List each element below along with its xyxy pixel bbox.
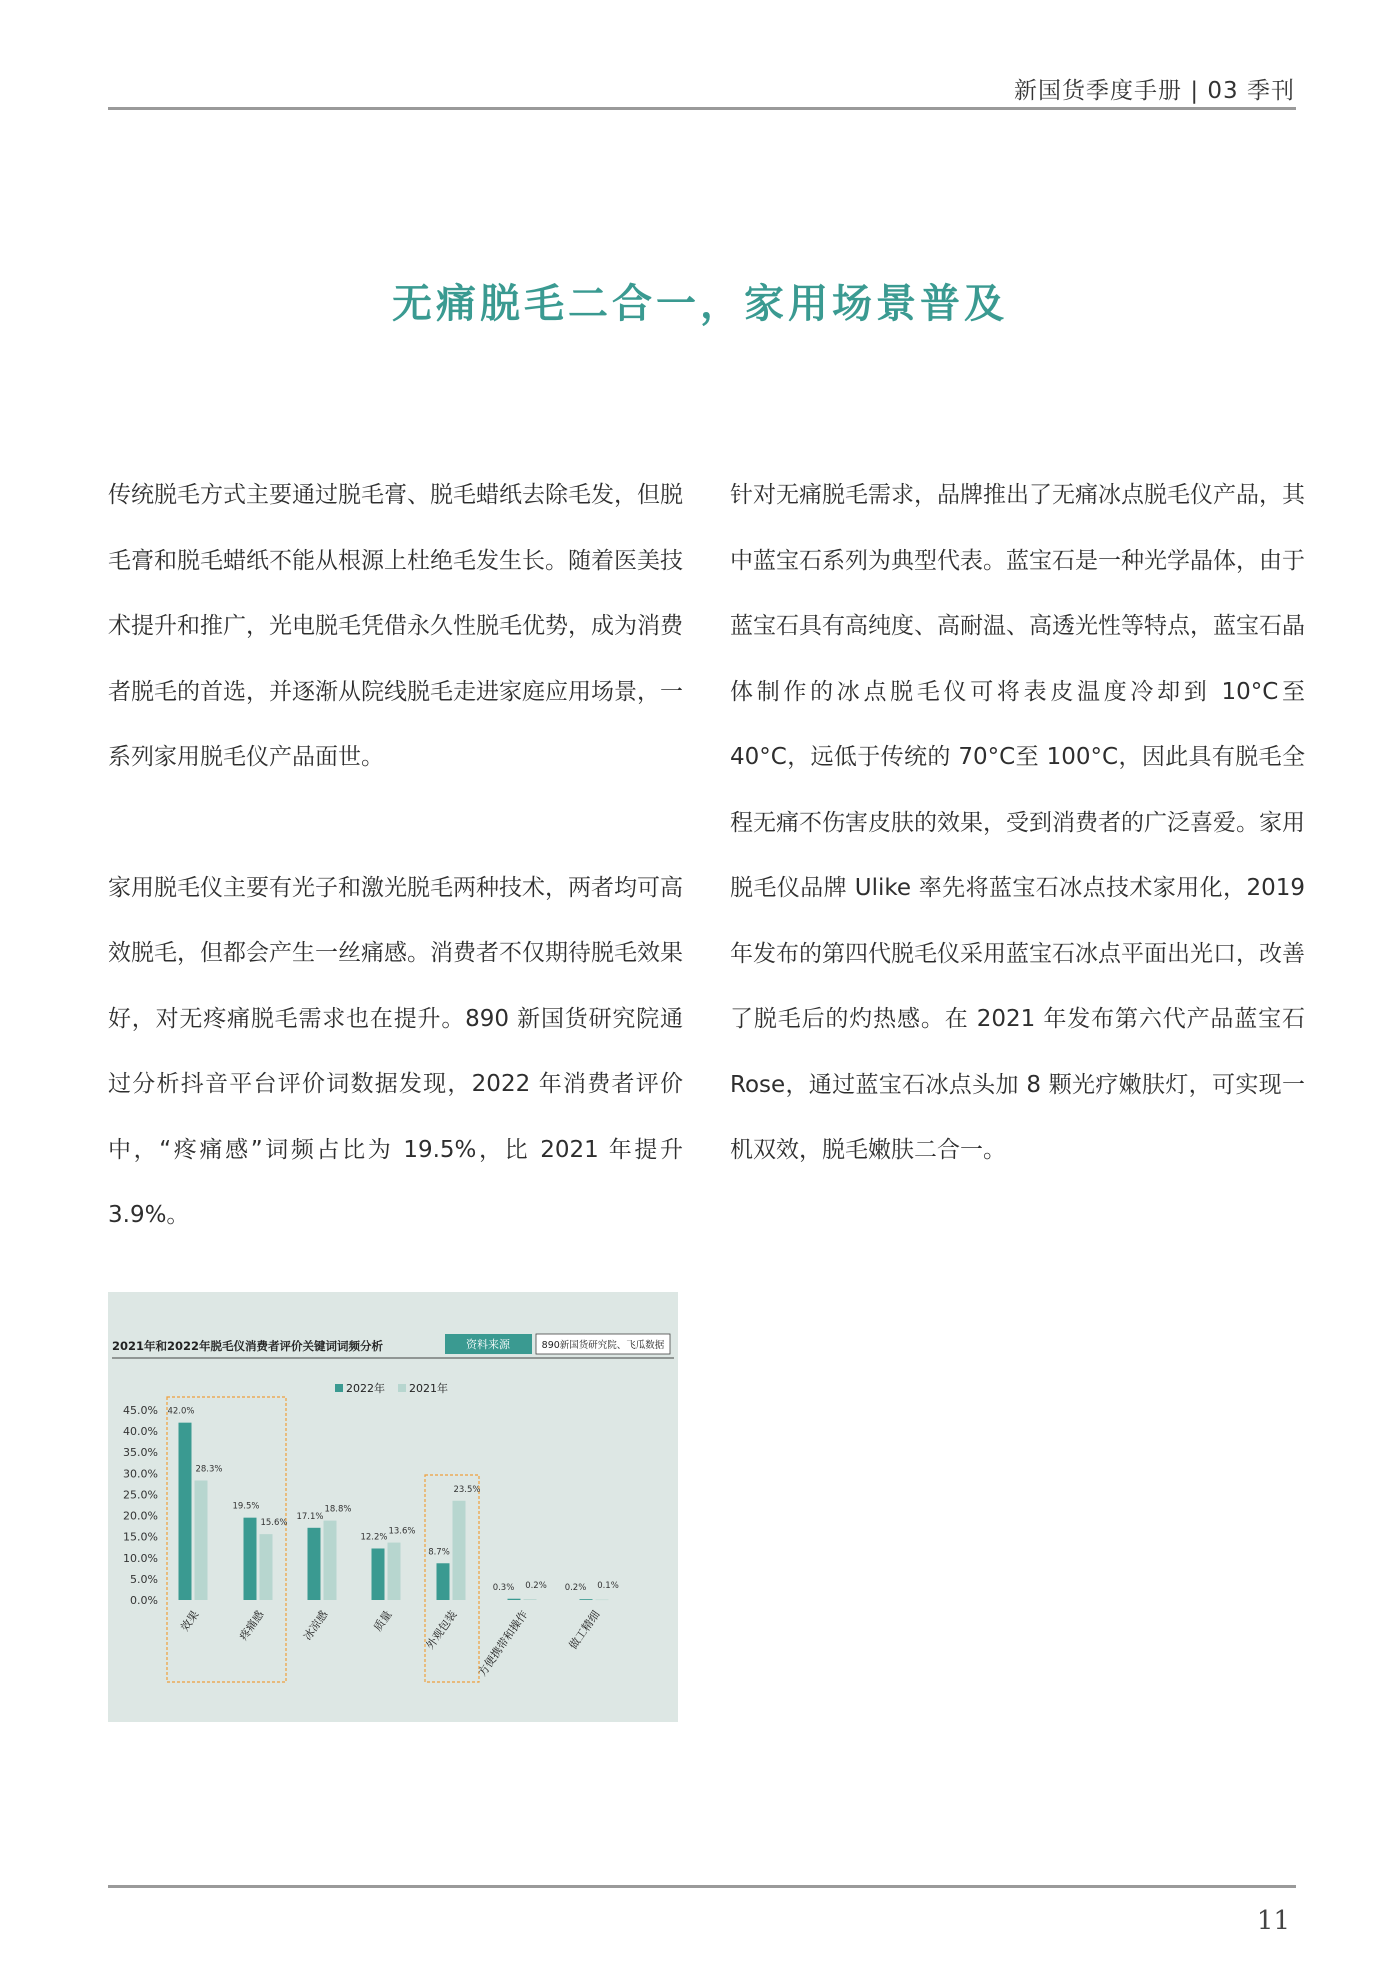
bar-2022 <box>179 1423 192 1600</box>
bar-2021 <box>596 1600 609 1601</box>
bar-2022 <box>508 1599 521 1600</box>
y-tick-label: 20.0% <box>123 1509 158 1523</box>
value-label-2021: 28.3% <box>195 1464 223 1475</box>
category-label: 方便携带和操作 <box>475 1608 531 1679</box>
footer-rule <box>108 1885 1296 1888</box>
value-label-2021: 0.1% <box>597 1581 619 1591</box>
right-paragraph-1: 针对无痛脱毛需求，品牌推出了无痛冰点脱毛仪产品，其中蓝宝石系列为典型代表。蓝宝石是一种光学晶体，由于蓝宝石具有高纯度、高耐温、高透光性等特点，蓝宝石晶体制作的冰点脱毛仪可将表皮温度冷却到 10°C至 40°C，远低于传统的 70°C至 100°C，因此具有脱毛全程无痛不伤害皮肤的效果，受到消费者的广泛喜爱。家用脱毛仪品牌 Ulike 率先将蓝宝石冰点技术家用化，2019 年发布的第四代脱毛仪采用蓝宝石冰点平面出光口，改善了脱毛后的灼热感。在 2021 年发布第六代产品蓝宝石 Rose，通过蓝宝石冰点头加 8 颗光疗嫩肤灯，可实现一机双效，脱毛嫩肤二合一。 <box>730 482 1305 1163</box>
right-column <box>730 463 1305 1184</box>
value-label-2022: 0.2% <box>564 1583 587 1593</box>
header-rule <box>108 107 1296 110</box>
legend-label-2022: 2022年 <box>346 1382 385 1395</box>
value-label-2022: 8.7% <box>428 1547 450 1558</box>
page-number: 11 <box>1256 1906 1290 1936</box>
value-label-2022: 42.0% <box>167 1406 195 1417</box>
bar-2021 <box>260 1534 273 1600</box>
y-tick-label: 5.0% <box>130 1572 158 1586</box>
bar-2022 <box>372 1548 385 1600</box>
chart-box <box>108 1292 678 1722</box>
y-tick-label: 15.0% <box>123 1530 158 1544</box>
value-label-2022: 12.2% <box>360 1532 388 1543</box>
y-tick-label: 10.0% <box>123 1551 158 1565</box>
value-label-2022: 17.1% <box>296 1511 324 1522</box>
left-paragraph-2: 家用脱毛仪主要有光子和激光脱毛两种技术，两者均可高效脱毛，但都会产生一丝痛感。消费者不仅期待脱毛效果好，对无疼痛脱毛需求也在提升。890 新国货研究院通过分析抖音平台评价词数据发现，2022 年消费者评价中，“疼痛感”词频占比为 19.5%，比 2021 年提升 3.9%。 <box>108 874 683 1228</box>
bar-2021 <box>195 1481 208 1600</box>
category-label: 外观包装 <box>423 1608 460 1652</box>
left-column <box>108 463 683 1249</box>
value-label-2021: 13.6% <box>388 1526 416 1537</box>
keyword-frequency-chart <box>108 1292 678 1722</box>
bar-2022 <box>580 1599 593 1600</box>
category-label: 效果 <box>178 1608 202 1634</box>
header-title: 新国货季度手册 | 03 季刊 <box>1014 78 1295 104</box>
source-text: 890新国货研究院、飞瓜数据 <box>541 1340 665 1351</box>
y-tick-label: 0.0% <box>130 1594 158 1607</box>
main-title: 无痛脱毛二合一，家用场景普及 <box>392 281 1008 327</box>
y-tick-label: 40.0% <box>123 1425 158 1439</box>
value-label-2022: 19.5% <box>232 1501 260 1512</box>
value-label-2021: 15.6% <box>260 1518 288 1529</box>
category-label: 冰凉感 <box>300 1608 331 1643</box>
left-paragraph-1: 传统脱毛方式主要通过脱毛膏、脱毛蜡纸去除毛发，但脱毛膏和脱毛蜡纸不能从根源上杜绝毛发生长。随着医美技术提升和推广，光电脱毛凭借永久性脱毛优势，成为消费者脱毛的首选，并逐渐从院线脱毛走进家庭应用场景，一系列家用脱毛仪产品面世。 <box>108 482 683 770</box>
bar-2021 <box>388 1543 401 1600</box>
legend-label-2021: 2021年 <box>409 1382 448 1395</box>
y-tick-label: 35.0% <box>123 1446 158 1460</box>
chart-title: 2021年和2022年脱毛仪消费者评价关键词词频分析 <box>112 1339 384 1353</box>
legend-swatch-2021 <box>398 1384 406 1392</box>
category-label: 疼痛感 <box>236 1608 267 1643</box>
source-label: 资料来源 <box>466 1338 510 1351</box>
bar-2021 <box>524 1599 537 1600</box>
y-tick-label: 30.0% <box>123 1467 158 1481</box>
value-label-2021: 0.2% <box>525 1581 547 1591</box>
category-label: 质量 <box>371 1608 395 1634</box>
category-label: 做工精细 <box>566 1608 603 1652</box>
y-tick-label: 45.0% <box>123 1404 158 1417</box>
legend-swatch-2022 <box>335 1384 343 1392</box>
value-label-2022: 0.3% <box>492 1583 515 1593</box>
bar-2022 <box>437 1563 450 1600</box>
bar-2021 <box>324 1521 337 1600</box>
bar-2022 <box>244 1518 257 1600</box>
value-label-2021: 18.8% <box>324 1504 352 1515</box>
bar-2021 <box>453 1501 466 1600</box>
bar-2022 <box>308 1528 321 1600</box>
y-tick-label: 25.0% <box>123 1488 158 1502</box>
value-label-2021: 23.5% <box>453 1484 481 1495</box>
